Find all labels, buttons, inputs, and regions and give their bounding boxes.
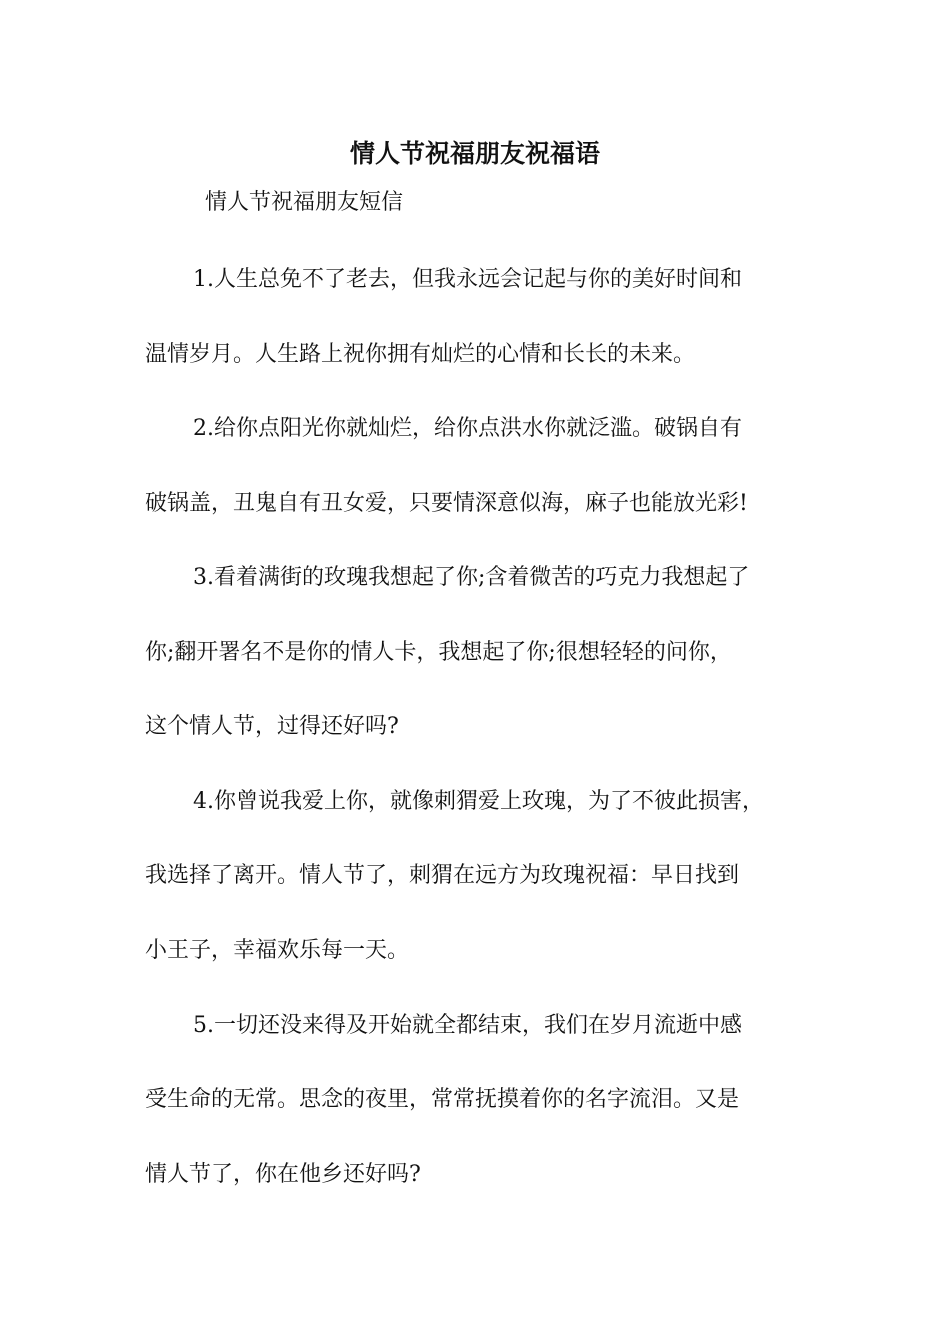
paragraph-5-line-2: 受生命的无常。思念的夜里，常常抚摸着你的名字流泪。又是 [145, 1087, 740, 1112]
paragraph-4-line-2: 我选择了离开。情人节了，刺猬在远方为玫瑰祝福：早日找到 [145, 863, 740, 888]
paragraph-3-line-3: 这个情人节，过得还好吗? [145, 714, 399, 739]
document-title: 情人节祝福朋友祝福语 [349, 139, 600, 168]
paragraph-4-line-3: 小王子，幸福欢乐每一天。 [145, 938, 410, 963]
paragraph-2-line-2: 破锅盖，丑鬼自有丑女爱，只要情深意似海，麻子也能放光彩! [145, 491, 748, 516]
paragraph-2-line-1: 2.给你点阳光你就灿烂，给你点洪水你就泛滥。破锅自有 [193, 416, 742, 441]
paragraph-3-line-2: 你;翻开署名不是你的情人卡，我想起了你;很想轻轻的问你， [145, 640, 732, 665]
paragraph-5-line-1: 5.一切还没来得及开始就全都结束，我们在岁月流逝中感 [193, 1013, 742, 1038]
paragraph-1-line-1: 1.人生总免不了老去，但我永远会记起与你的美好时间和 [193, 267, 742, 292]
paragraph-5-line-3: 情人节了，你在他乡还好吗? [145, 1162, 421, 1187]
paragraph-4-line-1: 4.你曾说我爱上你，就像刺猬爱上玫瑰，为了不彼此损害， [193, 789, 764, 814]
paragraph-3-line-1: 3.看着满街的玫瑰我想起了你;含着微苦的巧克力我想起了 [193, 565, 750, 590]
paragraph-1-line-2: 温情岁月。人生路上祝你拥有灿烂的心情和长长的未来。 [145, 342, 696, 367]
document-subtitle: 情人节祝福朋友短信 [205, 190, 404, 215]
